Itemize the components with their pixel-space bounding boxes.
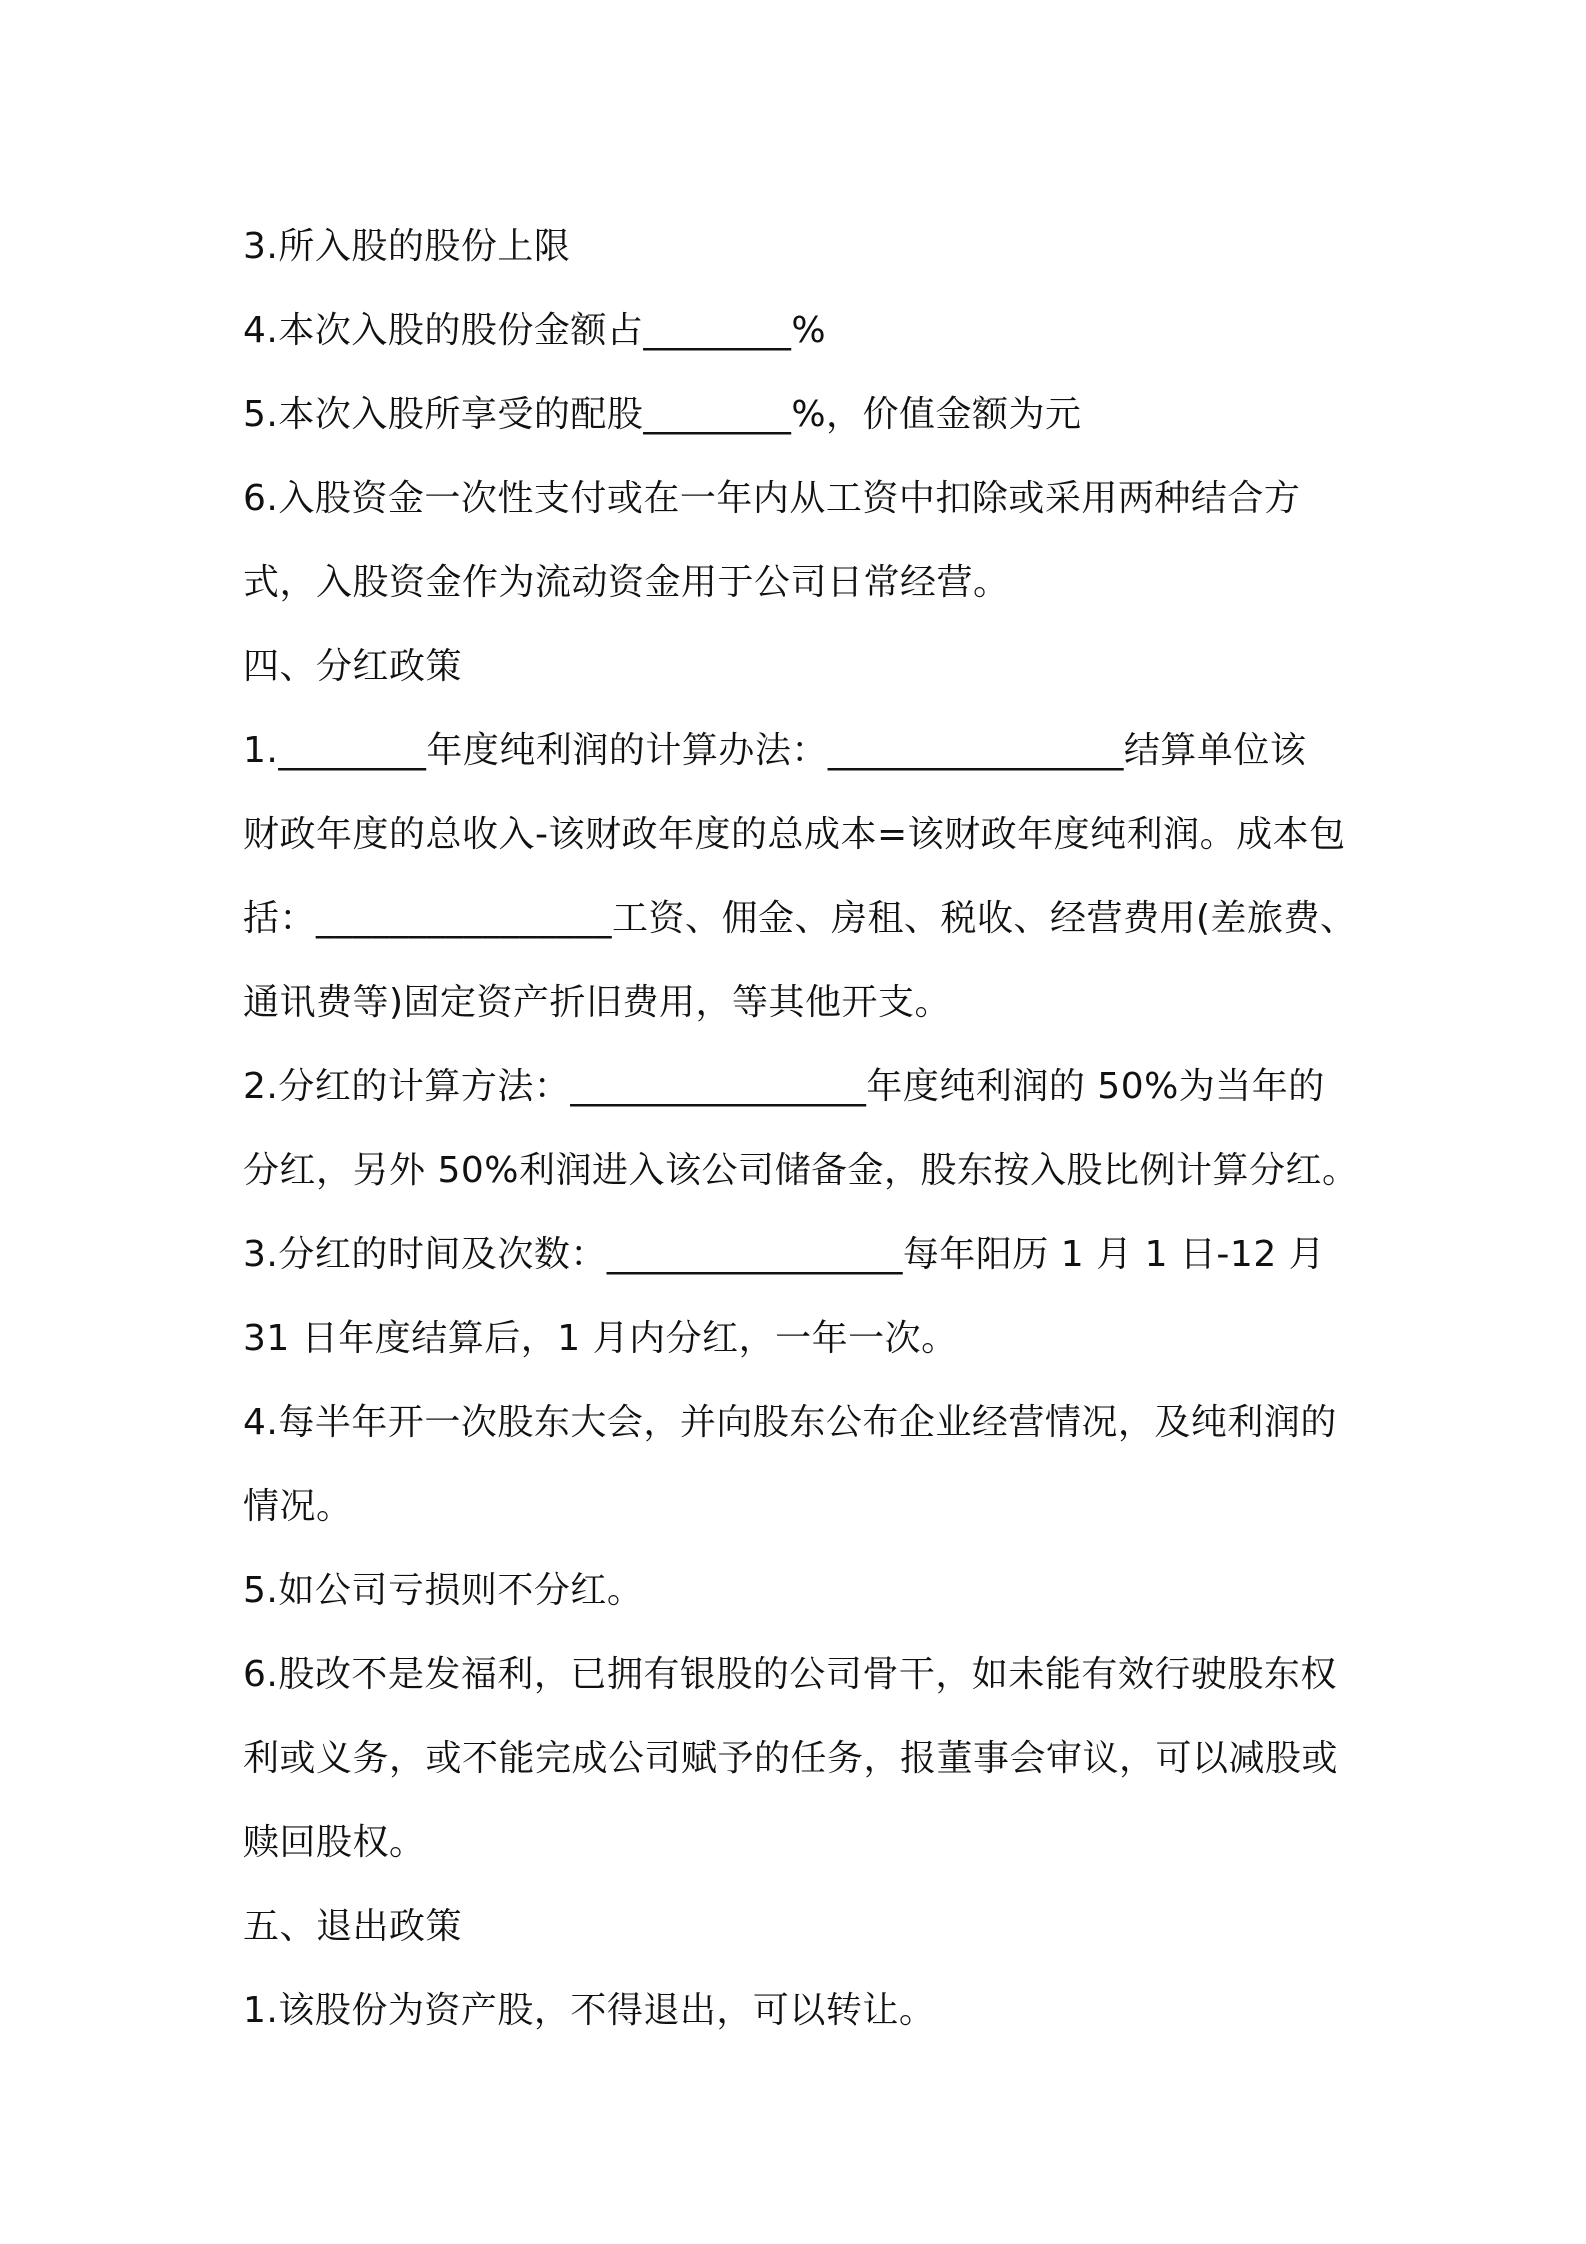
text-line: 通讯费等)固定资产折旧费用，等其他开支。 [243, 982, 952, 1023]
text-line: 情况。 [243, 1486, 353, 1527]
text-line: 财政年度的总收入-该财政年度的总成本=该财政年度纯利润。成本包 [243, 814, 1346, 855]
text-line: 1.________年度纯利润的计算办法：________________结算单位该 [243, 730, 1307, 771]
text-line: 31 日年度结算后，1 月内分红，一年一次。 [243, 1318, 958, 1359]
text-line: 式，入股资金作为流动资金用于公司日常经营。 [243, 562, 1010, 603]
section-heading: 五、退出政策 [243, 1906, 463, 1947]
text-line: 分红，另外 50%利润进入该公司储备金，股东按入股比例计算分红。 [243, 1150, 1359, 1191]
text-line: 赎回股权。 [243, 1822, 426, 1863]
text-line: 5.如公司亏损则不分红。 [243, 1570, 644, 1611]
text-line: 4.本次入股的股份金额占________% [243, 310, 827, 351]
text-line: 6.入股资金一次性支付或在一年内从工资中扣除或采用两种结合方 [243, 478, 1301, 519]
section-heading: 四、分红政策 [243, 646, 463, 687]
text-line: 利或义务，或不能完成公司赋予的任务，报董事会审议，可以减股或 [243, 1738, 1339, 1779]
text-line: 2.分红的计算方法：________________年度纯利润的 50%为当年的 [243, 1066, 1325, 1107]
text-line: 6.股改不是发福利，已拥有银股的公司骨干，如未能有效行驶股东权 [243, 1654, 1337, 1695]
text-line: 1.该股份为资产股，不得退出，可以转让。 [243, 1990, 936, 2031]
text-line: 3.分红的时间及次数：________________每年阳历 1 月 1 日-12 月 [243, 1234, 1326, 1275]
text-line: 3.所入股的股份上限 [243, 226, 571, 267]
text-line: 5.本次入股所享受的配股________%，价值金额为元 [243, 394, 1082, 435]
text-line: 括：________________工资、佣金、房租、税收、经营费用(差旅费、 [243, 898, 1357, 939]
text-line: 4.每半年开一次股东大会，并向股东公布企业经营情况，及纯利润的 [243, 1402, 1337, 1443]
document-body [243, 205, 1363, 2053]
